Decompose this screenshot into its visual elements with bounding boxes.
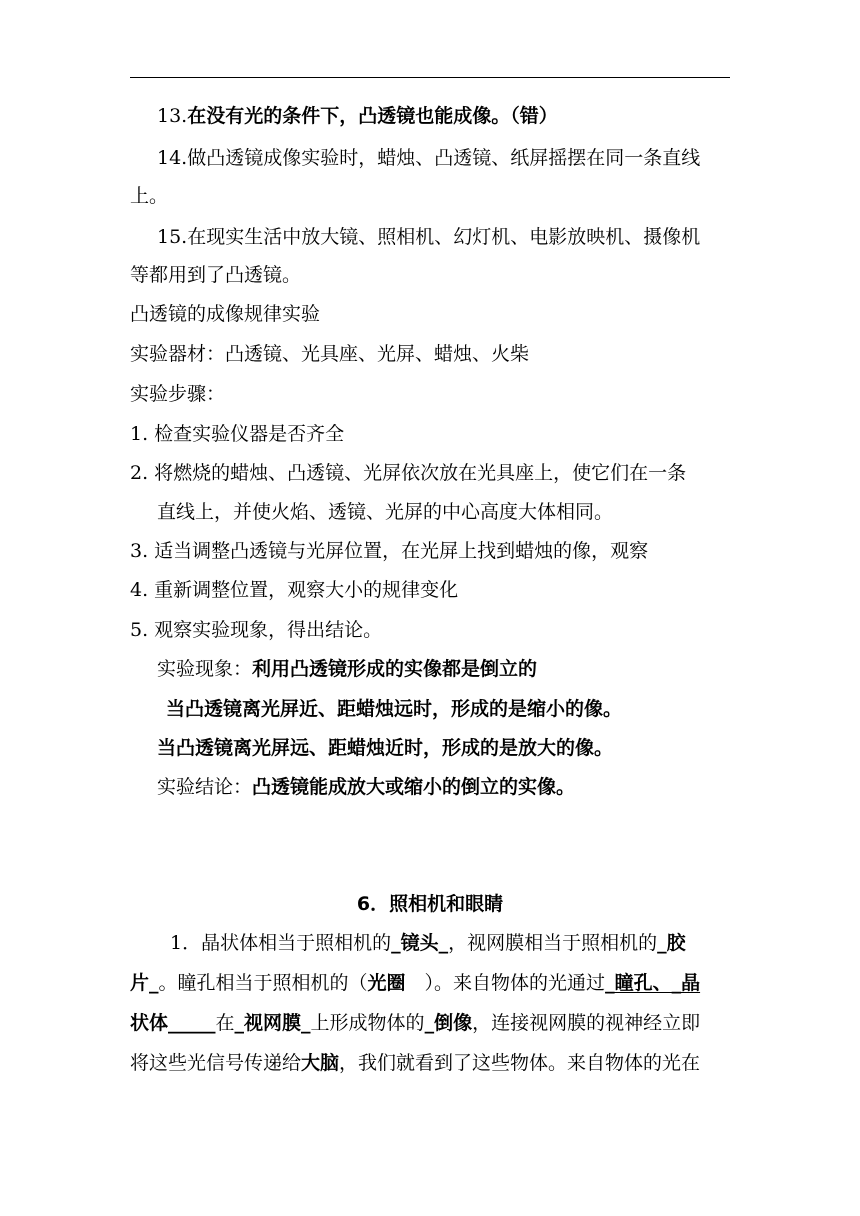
item-13-number: 13. (157, 105, 188, 127)
p4-text-c: ，我们就看到了这些物体。来自物体的光在 (339, 1052, 701, 1074)
p3-inverted: _倒像 (424, 1012, 473, 1034)
p3-retina: _视网膜_ (234, 1012, 311, 1034)
p2-text-b: 。瞳孔相当于照相机的（ (158, 972, 368, 994)
p1-film-start: _胶 (657, 932, 686, 954)
item-13-text: 在没有光的条件下，凸透镜也能成像。（错） (187, 105, 558, 127)
phenomenon (157, 657, 537, 681)
para-line-1 (170, 931, 686, 955)
p1-text-a: 1．晶状体相当于照相机的 (170, 932, 392, 954)
p4-text-a: 将这些光信号传递给 (130, 1052, 302, 1074)
step-2: 2. 将燃烧的蜡烛、凸透镜、光屏依次放在光具座上，使它们在一条 (130, 462, 687, 484)
p2-film-end: 片_ (130, 972, 159, 994)
p3-lens-body: 状体_____ (130, 1012, 216, 1034)
step-1: 1. 检查实验仪器是否齐全 (130, 423, 345, 445)
step-5: 5. 观察实验现象，得出结论。 (130, 619, 383, 641)
steps-label: 实验步骤： (130, 383, 226, 405)
item-13 (157, 104, 558, 128)
item-15-line1: 15.在现实生活中放大镜、照相机、幻灯机、电影放映机、摄像机 (157, 226, 701, 248)
item-15-line2: 等都用到了凸透镜。 (130, 264, 302, 286)
experiment-heading: 凸透镜的成像规律实验 (130, 303, 321, 325)
phenomenon-label: 实验现象： (157, 658, 253, 680)
conclusion-label: 实验结论： (157, 776, 253, 798)
para-line-4 (130, 1051, 700, 1075)
phenomenon-far: 当凸透镜离光屏远、距蜡烛近时，形成的是放大的像。 (157, 737, 614, 759)
phenomenon-near: 当凸透镜离光屏近、距蜡烛远时，形成的是缩小的像。 (166, 698, 623, 720)
step-2-continued: 直线上，并使火焰、透镜、光屏的中心高度大体相同。 (157, 501, 614, 523)
p3-text-b: 在 (215, 1012, 235, 1034)
conclusion-text: 凸透镜能成放大或缩小的倒立的实像。 (252, 776, 576, 798)
header-rule (130, 77, 730, 78)
p2-pupil: _瞳孔、_晶 (605, 972, 701, 994)
experiment-equipment: 实验器材：凸透镜、光具座、光屏、蜡烛、火柴 (130, 343, 530, 365)
item-14-line2: 上。 (130, 185, 169, 207)
step-3: 3. 适当调整凸透镜与光屏位置，在光屏上找到蜡烛的像，观察 (130, 540, 649, 562)
p3-text-d: 上形成物体的 (310, 1012, 425, 1034)
p1-lens: _镜头_ (391, 932, 449, 954)
section-title: 6．照相机和眼睛 (356, 893, 504, 915)
p2-text-d: ）。来自物体的光通过 (405, 972, 606, 994)
p1-text-c: ，视网膜相当于照相机的 (448, 932, 658, 954)
phenomenon-text: 利用凸透镜形成的实像都是倒立的 (252, 658, 538, 680)
item-14-line1: 14.做凸透镜成像实验时，蜡烛、凸透镜、纸屏摇摆在同一条直线 (157, 147, 701, 169)
para-line-2 (130, 971, 700, 995)
step-4: 4. 重新调整位置，观察大小的规律变化 (130, 579, 459, 601)
p2-aperture: 光圈 (367, 972, 406, 994)
para-line-3 (130, 1011, 700, 1035)
conclusion (157, 775, 575, 799)
p4-brain: 大脑 (301, 1052, 340, 1074)
p3-text-f: ，连接视网膜的视神经立即 (472, 1012, 701, 1034)
